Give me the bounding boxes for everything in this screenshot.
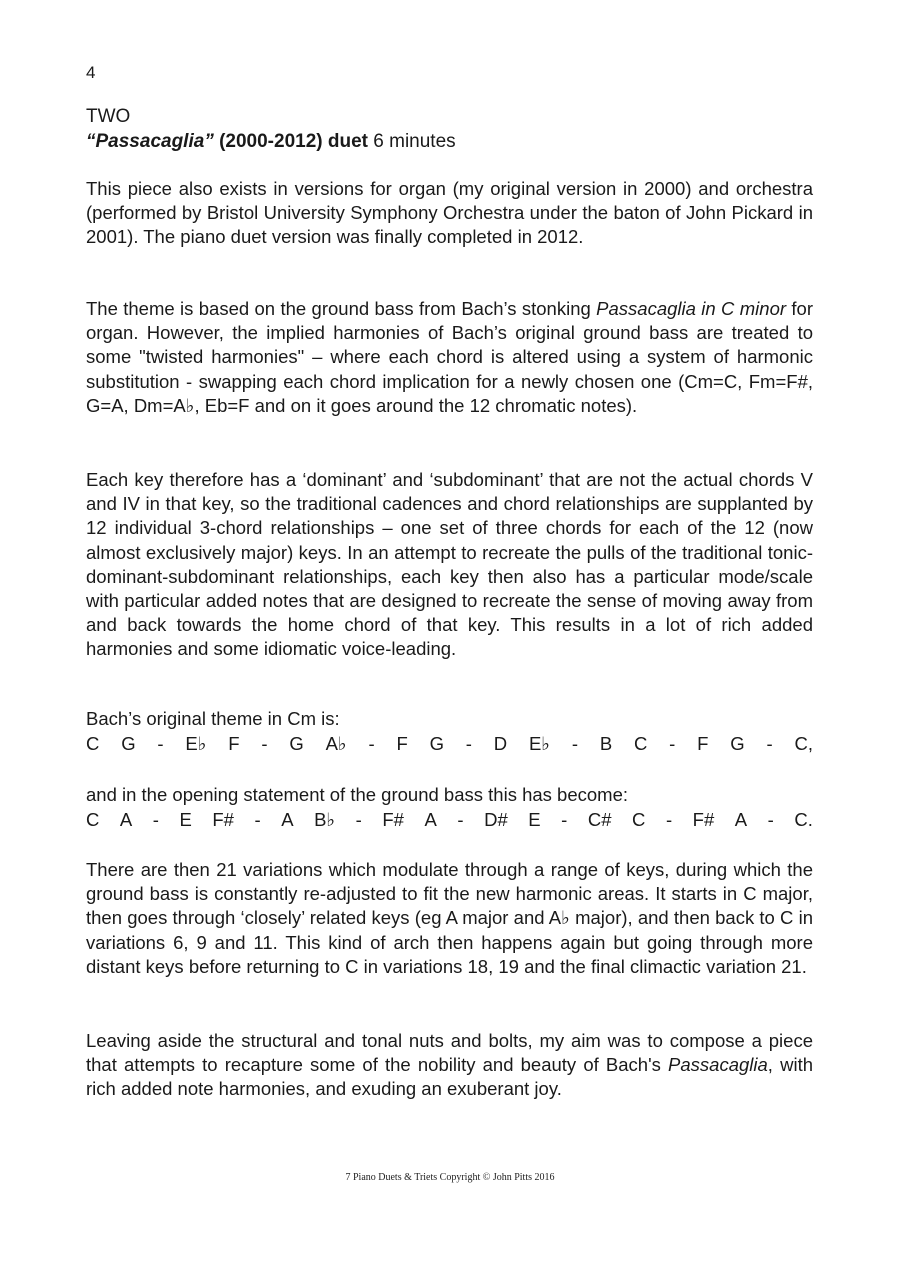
new-theme-notes bbox=[86, 808, 813, 832]
title-name: Passacaglia bbox=[95, 131, 205, 152]
note-token: - bbox=[355, 809, 362, 830]
paragraph-versions: This piece also exists in versions for organ (my original version in 2000) and orchestra (performed by Bristol University Symphony Orchestra under the baton of John Pickard in 2001). The piano duet version was finally completed in 2012. bbox=[86, 178, 813, 248]
note-token: A bbox=[281, 809, 294, 830]
note-token: D bbox=[493, 733, 508, 754]
piece-heading bbox=[86, 104, 816, 154]
title-duration: 6 minutes bbox=[368, 131, 456, 152]
note-token: E bbox=[179, 809, 192, 830]
note-token: G bbox=[429, 733, 444, 754]
paragraph-theme: The theme is based on the ground bass from Bach’s stonking Passacaglia in C minor for organ. However, the implied harmonies of Bach’s original ground bass are treated to some "twisted harmonies" – where each chord is altered using a system of harmonic substitution - swapping each chord implication for a newly chosen one (Cm=C, Fm=F#, G=A, Dm=A♭, Eb=F and on it goes around the 12 chromatic notes). bbox=[86, 298, 813, 416]
piece-title: “Passacaglia” (2000-2012) duet 6 minutes bbox=[86, 131, 456, 152]
page-number: 4 bbox=[86, 63, 96, 82]
note-token: - bbox=[766, 733, 773, 754]
note-token: F# bbox=[692, 809, 715, 830]
note-token: E bbox=[528, 809, 541, 830]
paragraph-variations: There are then 21 variations which modulate through a range of keys, during which the ground bass is constantly re-adjusted to fit the new harmonic areas. It starts in C major, then goes through ‘closely’ related keys (eg A major and A♭ major), and then back to C in variations 6, 9 and 11. This kind of arch then happens again but going through more distant keys before returning to C in variations 18, 19 and the final climactic variation 21. bbox=[86, 859, 813, 977]
note-token: F# bbox=[212, 809, 234, 830]
note-token: A♭ bbox=[325, 733, 347, 754]
original-theme-intro: Bach’s original theme in Cm is: bbox=[86, 708, 340, 729]
note-token: - bbox=[152, 809, 159, 830]
note-token: B bbox=[599, 733, 613, 754]
note-token: C, bbox=[794, 733, 813, 754]
note-token: A bbox=[119, 809, 133, 830]
note-token: D# bbox=[484, 809, 508, 830]
note-token: A bbox=[424, 809, 437, 830]
title-years: (2000-2012) bbox=[213, 131, 328, 152]
note-token: F bbox=[697, 733, 709, 754]
note-token: F bbox=[228, 733, 240, 754]
note-token: E♭ bbox=[185, 733, 207, 754]
original-theme-notes bbox=[86, 732, 813, 756]
note-token: - bbox=[571, 733, 579, 754]
note-token: - bbox=[254, 809, 261, 830]
page-footer: 7 Piano Duets & Triets Copyright © John Pitts 2016 bbox=[345, 1172, 555, 1183]
note-token: C bbox=[86, 733, 100, 754]
note-token: - bbox=[665, 809, 673, 830]
note-token: - bbox=[767, 809, 774, 830]
note-token: E♭ bbox=[528, 733, 551, 754]
note-token: A bbox=[734, 809, 748, 830]
note-token: - bbox=[157, 733, 164, 754]
note-token: - bbox=[465, 733, 472, 754]
note-token: - bbox=[261, 733, 268, 754]
note-token: - bbox=[561, 809, 568, 830]
note-token: C bbox=[633, 733, 648, 754]
note-token: F# bbox=[382, 809, 404, 830]
note-token: B♭ bbox=[314, 809, 336, 830]
note-token: F bbox=[396, 733, 408, 754]
note-token: G bbox=[289, 733, 304, 754]
paragraph-keys: Each key therefore has a ‘dominant’ and ‘subdominant’ that are not the actual chords V and IV in that key, so the traditional cadences and chord relationships are supplanted by 12 individual 3-chord relationships – one set of three chords for each of the 12 (now almost exclusively major) keys. In an attempt to recreate the pulls of the traditional tonic-dominant-subdominant relationships, each key then also has a particular mode/scale with particular added notes that are designed to recreate the sense of moving away from and back towards the home chord of that key. This results in a lot of rich added harmonies and some idiomatic voice-leading. bbox=[86, 469, 813, 660]
note-token: C bbox=[86, 809, 100, 830]
note-token: - bbox=[368, 733, 375, 754]
note-token: - bbox=[457, 809, 464, 830]
note-token: - bbox=[669, 733, 676, 754]
note-token: C bbox=[632, 809, 646, 830]
paragraph-aim: Leaving aside the structural and tonal nuts and bolts, my aim was to compose a piece that attempts to recapture some of the nobility and beauty of Bach's Passacaglia, with rich added note harmonies, and exuding an exuberant joy. bbox=[86, 1030, 813, 1100]
section-label: TWO bbox=[86, 106, 131, 127]
title-type: duet bbox=[327, 131, 368, 152]
note-token: C. bbox=[794, 809, 813, 830]
new-theme-intro: and in the opening statement of the ground bass this has become: bbox=[86, 784, 629, 805]
note-token: C# bbox=[587, 809, 612, 830]
note-token: G bbox=[730, 733, 745, 754]
note-token: G bbox=[121, 733, 136, 754]
